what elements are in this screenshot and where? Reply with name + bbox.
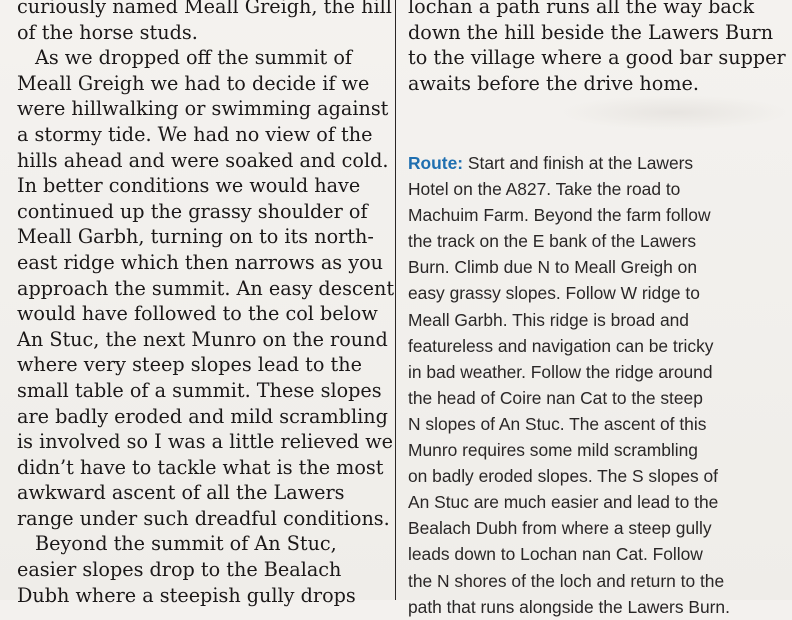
route-line: easy grassy slopes. Follow W ridge to bbox=[408, 283, 700, 304]
route-label: Route: bbox=[408, 153, 464, 173]
route-line: Bealach Dubh from where a steep gully bbox=[408, 518, 712, 539]
left-line: awkward ascent of all the Lawers bbox=[17, 481, 345, 505]
route-line: path that runs alongside the Lawers Burn. bbox=[408, 596, 730, 617]
column-divider bbox=[395, 0, 396, 600]
route-line: the head of Coire nan Cat to the steep bbox=[408, 387, 703, 408]
route-line: the N shores of the loch and return to the bbox=[408, 570, 725, 591]
left-line: a stormy tide. We had no view of the bbox=[17, 122, 373, 146]
right-line: lochan a path runs all the way back bbox=[408, 0, 755, 18]
left-line: east ridge which then narrows as you bbox=[17, 250, 383, 274]
route-line: on badly eroded slopes. The S slopes of bbox=[408, 466, 719, 487]
left-line: of the horse studs. bbox=[17, 20, 198, 44]
left-line: Beyond the summit of An Stuc, bbox=[35, 532, 337, 556]
left-line: hills ahead and were soaked and cold. bbox=[17, 148, 389, 172]
left-line: were hillwalking or swimming against bbox=[17, 97, 389, 121]
right-line: awaits before the drive home. bbox=[408, 71, 699, 95]
left-line: approach the summit. An easy descent bbox=[17, 276, 395, 300]
left-line: easier slopes drop to the Bealach bbox=[17, 558, 342, 582]
left-line: are badly eroded and mild scrambling bbox=[17, 404, 388, 428]
route-line: in bad weather. Follow the ridge around bbox=[408, 361, 713, 382]
route-line: Munro requires some mild scrambling bbox=[408, 440, 698, 461]
paper-smudge bbox=[560, 95, 790, 130]
left-line: range under such dreadful conditions. bbox=[17, 506, 390, 530]
route-line: leads down to Lochan nan Cat. Follow bbox=[408, 544, 703, 565]
route-line: Burn. Climb due N to Meall Greigh on bbox=[408, 257, 698, 278]
route-line: An Stuc are much easier and lead to the bbox=[408, 492, 719, 513]
route-line: Machuim Farm. Beyond the farm follow bbox=[408, 205, 711, 226]
route-line: N slopes of An Stuc. The ascent of this bbox=[408, 413, 707, 434]
left-line: is involved so I was a little relieved we bbox=[17, 430, 394, 454]
left-line: In better conditions we would have bbox=[17, 174, 361, 198]
left-line: An Stuc, the next Munro on the round bbox=[17, 327, 388, 351]
route-box bbox=[408, 150, 786, 620]
left-line: would have followed to the col below bbox=[17, 302, 378, 326]
route-first-line-text: Start and finish at the Lawers bbox=[463, 153, 694, 173]
route-line: the track on the E bank of the Lawers bbox=[408, 231, 697, 252]
route-line: Meall Garbh. This ridge is broad and bbox=[408, 309, 689, 330]
left-column bbox=[17, 0, 395, 608]
right-line: down the hill beside the Lawers Burn bbox=[408, 20, 774, 44]
left-line: Meall Greigh we had to decide if we bbox=[17, 71, 370, 95]
left-line: continued up the grassy shoulder of bbox=[17, 199, 368, 223]
route-line: featureless and navigation can be tricky bbox=[408, 335, 714, 356]
route-line: Hotel on the A827. Take the road to bbox=[408, 179, 681, 200]
left-line: As we dropped off the summit of bbox=[35, 46, 352, 70]
left-line: didn’t have to tackle what is the most bbox=[17, 455, 384, 479]
left-line: curiously named Meall Greigh, the hill bbox=[17, 0, 392, 18]
left-line: Meall Garbh, turning on to its north- bbox=[17, 225, 374, 249]
route-first-line bbox=[408, 150, 786, 176]
right-line: to the village where a good bar supper bbox=[408, 46, 786, 70]
left-line: small table of a summit. These slopes bbox=[17, 378, 382, 402]
right-column bbox=[408, 0, 788, 96]
left-line: Dubh where a steepish gully drops bbox=[17, 583, 356, 607]
left-line: where very steep slopes lead to the bbox=[17, 353, 362, 377]
